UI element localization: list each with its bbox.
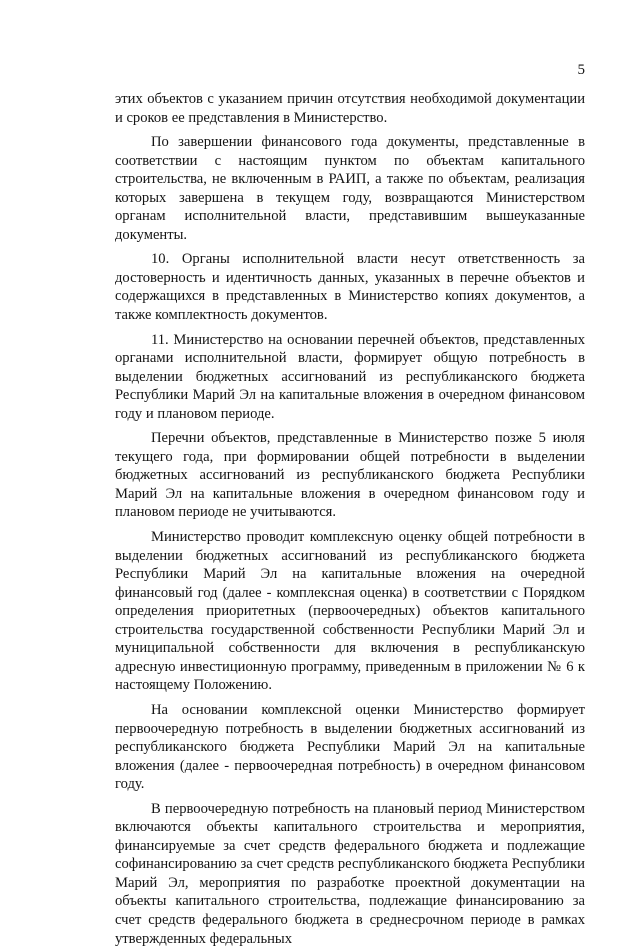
document-body: [115, 90, 585, 948]
paragraph-complex-assessment: Министерство проводит комплексную оценку общей потребности в выделении бюджетных ассигнований из республиканского бюджета Республики Марий Эл на капитальные вложения на очередной финансовый год (далее - комплексная оценка) в соответствии с Порядком определения приоритетных (первоочередных) объектов капитального строительства государственной собственности Республики Марий Эл и муниципальной собственности для включения в республиканскую адресную инвестиционную программу, приведенным в приложении № 6 к настоящему Положению.: [115, 529, 585, 694]
paragraph-planned-period: В первоочередную потребность на плановый период Министерством включаются объекты капитального строительства и мероприятия, финансируемые за счет средств федерального бюджета и подлежащие софинансированию за счет средств республиканского бюджета Республики Марий Эл, мероприятия по разработке проектной документации на объекты капитального строительства, подлежащие финансированию за счет средств федерального бюджета в среднесрочном периоде в рамках утвержденных федеральных: [115, 800, 585, 947]
page-number: 5: [577, 62, 585, 78]
paragraph-item-10: 10. Органы исполнительной власти несут ответственность за достоверность и идентичность данных, указанных в перечне объектов и содержащихся в представленных в Министерство копиях документов, а также комплектность документов.: [115, 251, 585, 324]
paragraph-priority-need: На основании комплексной оценки Министерство формирует первоочередную потребность в выделении бюджетных ассигнований из республиканского бюджета Республики Марий Эл на капитальные вложения (далее - первоочередная потребность) в очередном финансовом году.: [115, 701, 585, 793]
paragraph-late-lists: Перечни объектов, представленные в Министерство позже 5 июля текущего года, при формировании общей потребности в выделении бюджетных ассигнований из республиканского бюджета Республики Марий Эл на капитальные вложения в очередном финансовом году и плановом периоде не учитываются.: [115, 430, 585, 521]
paragraph-documents-return: По завершении финансового года документы, представленные в соответствии с настоящим пунктом по объектам капитального строительства, не включенным в РАИП, а также по объектам, реализация которых завершена в текущем году, возвращаются Министерством органам исполнительной власти, представившим вышеуказанные документы.: [115, 134, 585, 243]
paragraph-item-11: 11. Министерство на основании перечней объектов, представленных органами исполнительной власти, формирует общую потребность в выделении бюджетных ассигнований из республиканского бюджета Республики Марий Эл на капитальные вложения в очередном финансовом году и плановом периоде.: [115, 331, 585, 422]
paragraph-continuation: этих объектов с указанием причин отсутствия необходимой документации и сроков ее представления в Министерство.: [115, 91, 585, 126]
